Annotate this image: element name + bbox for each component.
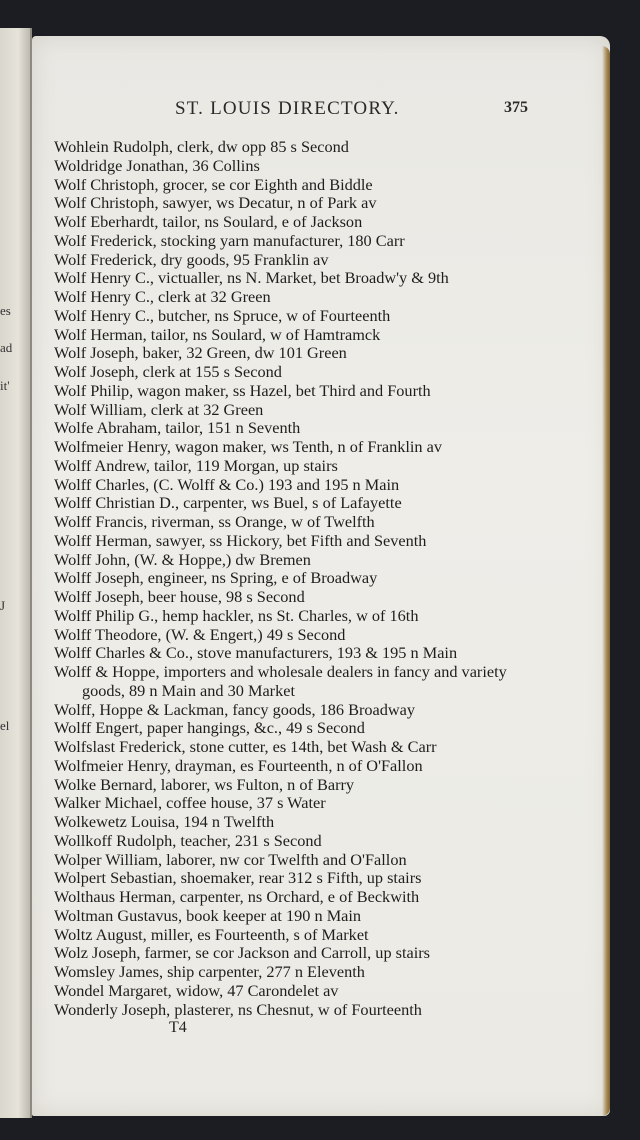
facing-page-edge [0,28,32,1118]
directory-entry: Wolff Theodore, (W. & Engert,) 49 s Second [54,624,346,644]
directory-entry: Wolfmeier Henry, drayman, es Fourteenth, n of O'Fallon [54,755,423,775]
page-number: 375 [504,99,528,116]
directory-entry: Woltz August, miller, es Fourteenth, s of Market [54,924,369,944]
directory-entry: Wolf William, clerk at 32 Green [54,399,264,419]
directory-entry: Wondel Margaret, widow, 47 Carondelet av [54,980,339,1000]
directory-entry: Wolpert Sebastian, shoemaker, rear 312 s Fifth, up stairs [54,868,422,888]
directory-entry: Wolf Eberhardt, tailor, ns Soulard, e of Jackson [54,212,363,231]
directory-entry: Wolf Christoph, grocer, se cor Eighth and Biddle [54,174,373,194]
directory-entry: Wolkewetz Louisa, 194 n Twelfth [54,812,275,831]
directory-entry: Wolff Joseph, beer house, 98 s Second [54,587,305,606]
signature-mark: T4 [169,1019,187,1036]
directory-entry: Wolf Henry C., victualler, ns N. Market, bet Broadw'y & 9th [54,268,449,288]
directory-entry: Woldridge Jonathan, 36 Collins [54,155,260,175]
directory-entry: Wohlein Rudolph, clerk, dw opp 85 s Second [54,137,349,156]
directory-entry: Wolf Philip, wagon maker, ss Hazel, bet Third and Fourth [54,380,431,400]
directory-entry: Wolfe Abraham, tailor, 151 n Seventh [54,418,301,438]
directory-entry: Wollkoff Rudolph, teacher, 231 s Second [54,830,322,850]
directory-entry: Wolper William, laborer, nw cor Twelfth and O'Fallon [54,849,407,869]
facing-page-fragment: J [0,598,6,613]
directory-entry: Wolf Joseph, baker, 32 Green, dw 101 Green [54,343,347,363]
directory-entry: Wolff & Hoppe, importers and wholesale dealers in fancy and variety goods, 89 n Main and 30 Market [54,662,507,700]
facing-page-fragment: ad [0,340,13,355]
directory-entry: Walker Michael, coffee house, 37 s Water [54,793,326,813]
directory-entry: Wonderly Joseph, plasterer, ns Chesnut, w of Fourteenth [54,999,422,1019]
directory-entry: Woltman Gustavus, book keeper at 190 n Main [54,905,362,925]
directory-entry: Wolff Engert, paper hangings, &c., 49 s Second [54,718,365,738]
directory-entry: Wolke Bernard, laborer, ws Fulton, n of Barry [54,774,355,794]
directory-entry: Wolf Herman, tailor, ns Soulard, w of Hamtramck [54,324,381,344]
directory-entry: Wolff Francis, riverman, ss Orange, w of Twelfth [54,512,375,531]
facing-page-fragment: el [0,718,10,733]
directory-entry: Wolf Joseph, clerk at 155 s Second [54,362,282,381]
facing-page-fragment: es [0,303,11,318]
directory-entry: Wolf Frederick, dry goods, 95 Franklin av [54,249,329,269]
directory-entry: Wolfslast Frederick, stone cutter, es 14th, bet Wash & Carr [54,737,437,756]
directory-entry: Wolff Joseph, engineer, ns Spring, e of Broadway [54,568,378,588]
directory-page [32,36,610,1116]
directory-entry: Wolff Charles, (C. Wolff & Co.) 193 and 195 n Main [54,474,400,494]
directory-entry: Womsley James, ship carpenter, 277 n Eleventh [54,962,365,981]
directory-entry: Wolff Philip G., hemp hackler, ns St. Charles, w of 16th [54,605,419,625]
directory-entry: Wolthaus Herman, carpenter, ns Orchard, e of Beckwith [54,887,420,906]
directory-entry: Wolf Henry C., clerk at 32 Green [54,287,271,306]
page-title: ST. LOUIS DIRECTORY. [175,98,400,119]
directory-entry: Wolff Andrew, tailor, 119 Morgan, up stairs [54,455,338,475]
directory-entry: Wolf Frederick, stocking yarn manufacturer, 180 Carr [54,230,405,250]
facing-page-fragment: it' [0,378,10,393]
directory-entry: Wolz Joseph, farmer, se cor Jackson and Carroll, up stairs [54,943,431,963]
directory-entry: Wolff Herman, sawyer, ss Hickory, bet Fifth and Seventh [54,530,427,550]
directory-entry: Wolf Christoph, sawyer, ws Decatur, n of Park av [54,193,377,213]
directory-entry: Wolfmeier Henry, wagon maker, ws Tenth, n of Franklin av [54,437,442,456]
directory-entry: Wolff John, (W. & Hoppe,) dw Bremen [54,549,311,569]
directory-entries [54,138,534,1019]
directory-entry: Wolff Charles & Co., stove manufacturers, 193 & 195 n Main [54,643,458,663]
directory-entry: Wolf Henry C., butcher, ns Spruce, w of Fourteenth [54,305,391,325]
directory-entry: Wolff, Hoppe & Lackman, fancy goods, 186 Broadway [54,699,416,719]
directory-entry: Wolff Christian D., carpenter, ws Buel, s of Lafayette [54,493,402,513]
